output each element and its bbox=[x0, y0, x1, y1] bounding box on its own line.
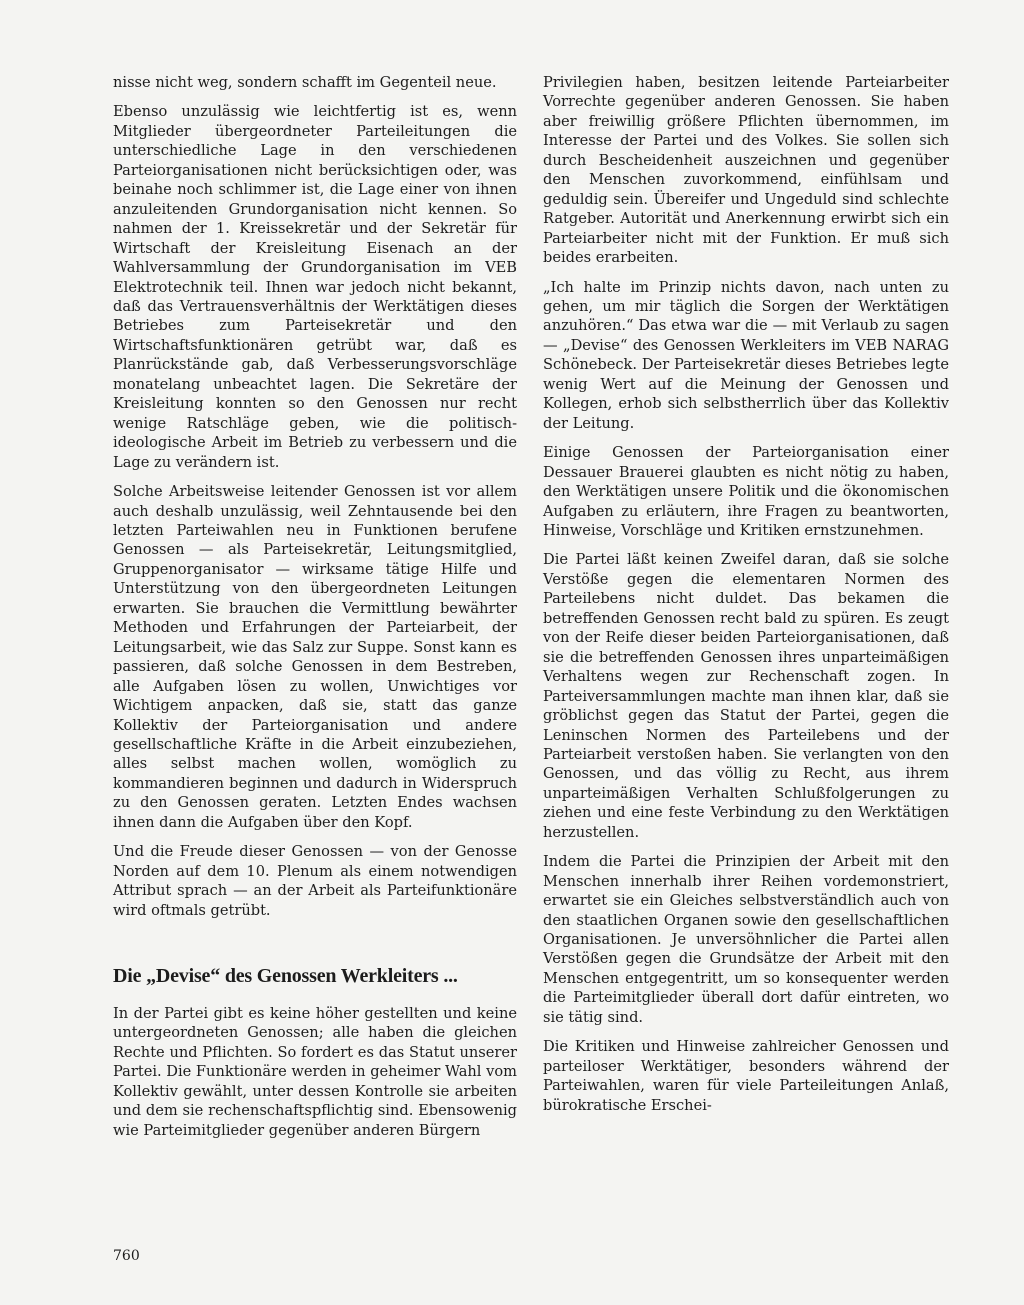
paragraph: Privilegien haben, besitzen leitende Parteiarbeiter Vorrechte gegenüber anderen Genossen. Sie haben aber freiwillig größere Pflichten übernommen, im Interesse der Partei und des Volkes. Sie sollen sich durch Bescheidenheit auszeichnen und gegenüber den Menschen zuvorkommend, einfühlsam und geduldig sein. Übereifer und Ungeduld sind schlechte Ratgeber. Autorität und Anerkennung erwirbt sich ein Parteiarbeiter nicht mit der Funktion. Er muß sich beides erarbeiten. bbox=[543, 74, 949, 267]
paragraph: Solche Arbeitsweise leitender Genossen ist vor allem auch deshalb unzulässig, weil Zehntausende bei den letzten Parteiwahlen neu in Funktionen berufene Genossen — als Parteisekretär, Leitungsmitglied, Gruppenorganisator — wirksame tätige Hilfe und Unterstützung von den übergeordneten Leitungen erwarten. Sie brauchen die Vermittlung bewährter Methoden und Erfahrungen der Parteiarbeit, der Leitungsarbeit, wie das Salz zur Suppe. Sonst kann es passieren, daß solche Genossen in dem Bestreben, alle Aufgaben lösen zu wollen, Unwichtiges vor Wichtigem anpacken, daß sie, statt das ganze Kollektiv der Parteiorganisation und andere gesellschaftliche Kräfte in die Arbeit einzubeziehen, alles selbst machen wollen, womöglich zu kommandieren beginnen und dadurch in Widerspruch zu den Genossen geraten. Letzten Endes wachsen ihnen dann die Aufgaben über den Kopf. bbox=[113, 483, 517, 831]
page-number: 760 bbox=[113, 1248, 140, 1264]
paragraph: nisse nicht weg, sondern schafft im Gegenteil neue. bbox=[113, 74, 497, 91]
paragraph: Die Partei läßt keinen Zweifel daran, daß sie solche Verstöße gegen die elementaren Normen des Parteilebens nicht duldet. Das bekamen die betreffenden Genossen recht bald zu spüren. Es zeugt von der Reife dieser beiden Parteiorganisationen, daß sie die betreffenden Genossen ihres unparteimäßigen Verhaltens wegen zur Rechenschaft zogen. In Parteiversammlungen machte man ihnen klar, daß sie gröblichst gegen das Statut der Partei, gegen die Leninschen Normen des Parteilebens und der Parteiarbeit verstoßen haben. Sie verlangten von den Genossen, und das völlig zu Recht, aus ihrem unparteimäßigen Verhalten Schlußfolgerungen zu ziehen und eine feste Verbindung zu den Werktätigen herzustellen. bbox=[543, 551, 949, 841]
right-column bbox=[543, 73, 949, 1125]
paragraph: Indem die Partei die Prinzipien der Arbeit mit den Menschen innerhalb ihrer Reihen vordemonstriert, erwartet sie ein Gleiches selbstverständlich auch von den staatlichen Organen sowie den gesellschaftlichen Organisationen. Je unversöhnlicher die Partei allen Verstößen gegen die Grundsätze der Arbeit mit den Menschen entgegentritt, um so konsequenter werden die Parteimitglieder überall dort dafür eintreten, wo sie tätig sind. bbox=[543, 853, 949, 1026]
section-heading: Die „Devise“ des Genossen Werkleiters ... bbox=[113, 965, 458, 988]
left-column bbox=[113, 73, 517, 1150]
paragraph: Einige Genossen der Parteiorganisation einer Dessauer Brauerei glaubten es nicht nötig zu haben, den Werktätigen unsere Politik und die ökonomischen Aufgaben zu erläutern, ihre Fragen zu beantworten, Hinweise, Vorschläge und Kritiken ernstzunehmen. bbox=[543, 444, 949, 539]
paragraph: In der Partei gibt es keine höher gestellten und keine untergeordneten Genossen; alle haben die gleichen Rechte und Pflichten. So fordert es das Statut unserer Partei. Die Funktionäre werden in geheimer Wahl vom Kollektiv gewählt, unter dessen Kontrolle sie arbeiten und dem sie rechenschaftspflichtig sind. Ebensowenig wie Parteimitglieder gegenüber anderen Bürgern bbox=[113, 1005, 517, 1139]
paragraph: „Ich halte im Prinzip nichts davon, nach unten zu gehen, um mir täglich die Sorgen der Werktätigen anzuhören.“ Das etwa war die — mit Verlaub zu sagen — „Devise“ des Genossen Werkleiters im VEB NARAG Schönebeck. Der Parteisekretär dieses Betriebes legte wenig Wert auf die Meinung der Genossen und Kollegen, erhob sich selbstherrlich über das Kollektiv der Leitung. bbox=[543, 278, 949, 432]
paragraph: Und die Freude dieser Genossen — von der Genosse Norden auf dem 10. Plenum als einem notwendigen Attribut sprach — an der Arbeit als Parteifunktionäre wird oftmals getrübt. bbox=[113, 843, 517, 919]
paragraph: Die Kritiken und Hinweise zahlreicher Genossen und parteiloser Werktätiger, besonders während der Parteiwahlen, waren für viele Parteileitungen Anlaß, bürokratische Erschei- bbox=[543, 1038, 949, 1114]
paragraph: Ebenso unzulässig wie leichtfertig ist es, wenn Mitglieder übergeordneter Parteileitungen die unterschiedliche Lage in den verschiedenen Parteiorganisationen nicht berücksichtigen oder, was beinahe noch schlimmer ist, die Lage einer von ihnen anzuleitenden Grundorganisation nicht kennen. So nahmen der 1. Kreissekretär und der Sekretär für Wirtschaft der Kreisleitung Eisenach an der Wahlversammlung der Grundorganisation im VEB Elektrotechnik teil. Ihnen war jedoch nicht bekannt, daß das Vertrauensverhältnis der Werktätigen dieses Betriebes zum Parteisekretär und den Wirtschaftsfunktionären getrübt war, daß es Planrückstände gab, daß Verbesserungsvorschläge monatelang unbeachtet lagen. Die Sekretäre der Kreisleitung konnten so den Genossen nur recht wenige Ratschläge geben, wie die politisch-ideologische Arbeit im Betrieb zu verbessern und die Lage zu verändern ist. bbox=[113, 103, 517, 471]
